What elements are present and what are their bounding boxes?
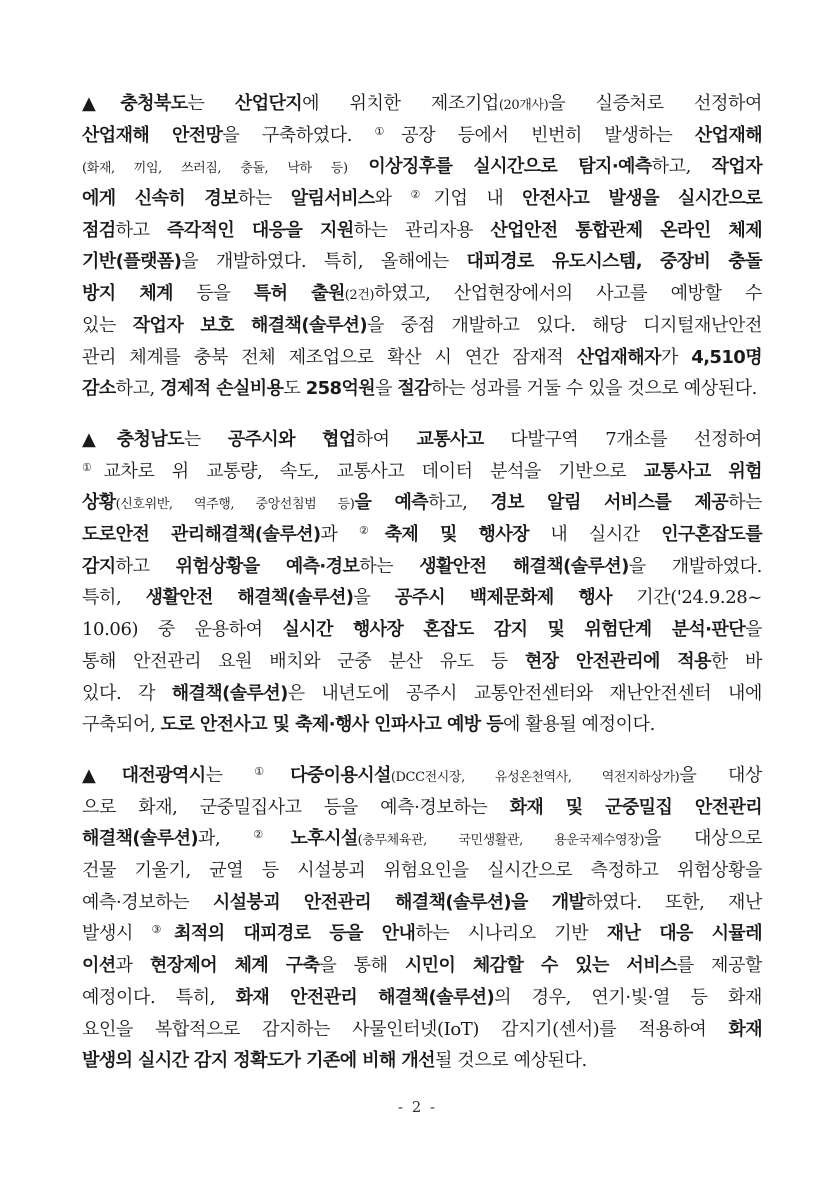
bold-text: 교통사고 위험 [643,460,762,482]
text-line [82,614,762,646]
text-run: 발생시 [82,923,152,945]
small-text: (DCC전시장, 유성온천역사, 역전지하상가) [390,770,680,785]
bold-text: 방지 체계 [82,283,173,305]
text-run: 을 대상 [679,765,763,786]
circled-number: ③ [151,923,175,937]
text-run: 관리 체계를 충북 전체 제조업으로 확산 시 연간 잠재적 [82,346,577,368]
paragraph-chungnam [82,424,762,741]
bold-text: 현장제어 체계 구축 [149,955,320,977]
text-run: 내 실시간 [528,524,662,546]
bold-text: 시민이 체감할 수 있는 서비스 [404,955,677,977]
text-run: 있는 [82,314,133,336]
text-run: 하는 성과를 거둘 수 있을 것으로 예상된다. [430,378,757,400]
text-line [82,342,762,374]
text-run: 의 경우, 연기·빛·열 등 화재 [494,986,763,1008]
text-line [82,373,762,405]
text-run: 하는 [237,188,291,210]
text-line [82,88,762,120]
text-run: 구축되어, [82,714,161,736]
bold-text: 교통사고 [416,429,484,450]
bold-text: 작업자 [711,156,762,178]
bold-text: 감지 [82,555,116,577]
text-run: 하고, [428,492,491,514]
text-line [82,519,762,551]
bold-text: 4,510명 [691,346,762,368]
bold-text: 화재 [728,1018,762,1040]
circled-number: ② [358,524,385,538]
text-run: 기업 내 [433,188,523,210]
bold-text: 다중이용시설 [290,765,391,786]
text-line [82,183,762,215]
text-line [82,678,762,710]
text-line [82,823,762,855]
text-line [82,424,762,456]
bold-text: 특허 출원 [253,283,345,305]
text-run: 10.06) 중 운용하여 [82,619,283,641]
text-line [82,246,762,278]
text-run: 하고, [115,378,161,400]
text-run: 을 구축하였다. [222,124,375,146]
text-line [82,1045,762,1077]
bold-text: 현장 안전관리에 적용 [524,650,711,672]
bold-text: 해결책(솔루션) [82,828,198,850]
text-run: 될 것으로 예상된다. [434,1050,587,1072]
text-run: 기간('24.9.28~ [611,587,762,609]
text-run: 한 바 [710,650,762,672]
text-run: 도 [283,378,306,400]
bold-text: 절감 [397,378,431,400]
bold-text: 안전사고 발생을 실시간으로 [522,188,762,210]
text-run: 을 개발하였다. 특히, 올해에는 [181,251,467,273]
text-line [82,855,762,887]
text-line [82,456,762,488]
bold-text: 알림서비스 [290,188,375,210]
text-run: 으로 화재, 군중밀집사고 등을 예측·경보하는 [82,796,510,818]
paragraph-chungbuk [82,88,762,405]
text-line [82,120,762,152]
circled-number: ② [253,828,291,842]
text-line [82,151,762,183]
bold-text: ▲충청북도 [82,93,188,114]
text-line [82,709,762,741]
bold-text: 즉각적인 대응을 지원 [166,219,354,241]
text-run: 하였고, 산업현장에서의 사고를 예방할 수 [374,283,762,305]
text-run: 건물 기울기, 균열 등 시설붕괴 위험요인을 실시간으로 측정하고 위험상황을 [82,860,762,882]
text-run: 는 [187,93,235,114]
bold-text: 258억원 [305,378,376,400]
bold-text: 에게 신속히 경보 [82,188,238,210]
small-text: (20개사) [498,98,549,113]
text-run: 을 [745,619,762,641]
text-line [82,887,762,919]
text-line [82,310,762,342]
text-run: 특히, [82,587,146,609]
page-number: - 2 - [397,1098,438,1116]
text-run: 는 [205,765,255,786]
text-run: 를 제공할 [676,955,762,977]
text-run: 을 대상으로 [644,828,762,850]
bold-text: 실시간 행사장 혼잡도 감지 및 위험단계 분석·판단 [282,619,745,641]
text-run: 과, [197,828,254,850]
text-run: 을 [353,587,395,609]
small-text: (신호위반, 역주행, 중앙선침범 등) [115,497,355,513]
text-run: 을 [375,378,398,400]
bold-text: 도로안전 관리해결책(솔루션) [82,524,321,546]
text-run: 에 활용될 예정이다. [503,714,655,736]
text-run: 교차로 위 교통량, 속도, 교통사고 데이터 분석을 기반으로 [103,460,644,482]
circled-number: ② [410,188,434,202]
text-line [82,760,762,792]
circled-number: ① [82,460,104,474]
text-run: 하는 시나리오 기반 [415,923,607,945]
bold-text: 공주시 백제문화제 행사 [394,587,612,609]
bold-text: 화재 안전관리 해결책(솔루션) [235,986,495,1008]
text-run: 하고 [115,555,176,577]
text-run: 에 위치한 제조기업 [302,93,499,114]
text-line [82,950,762,982]
text-run: 등을 [172,283,254,305]
bold-text: 기반(플랫폼) [82,251,182,273]
small-text: (화재, 끼임, 쓰러짐, 충돌, 낙하 등) [82,161,348,177]
bold-text: 대피경로 유도시스템, 중장비 충돌 [466,251,762,273]
text-run: 하는 [728,492,763,514]
bold-text: 산업재해자 [576,346,661,368]
bold-text: 생활안전 해결책(솔루션) [419,555,629,577]
bold-text: 경보 알림 서비스를 제공 [490,492,729,514]
text-run: 예정이다. 특히, [82,986,236,1008]
bold-text: 상황 [82,492,116,514]
text-line [82,1014,762,1046]
circled-number: ① [254,765,291,778]
bold-text: 도로 안전사고 및 축제·행사 인파사고 예방 등 [160,714,504,736]
text-run: 는 [183,429,228,450]
bold-text: 최적의 대피경로 등을 안내 [174,923,416,945]
text-run: 있다. 각 [82,682,172,704]
text-run: 을 개발하였다. [628,555,762,577]
bold-text: 공주시와 협업 [227,429,356,450]
text-run: 을 통해 [319,955,405,977]
bold-text: 을 예측 [354,492,429,514]
text-run: 와 [374,188,411,210]
text-line [82,982,762,1014]
bold-text: 화재 및 군중밀집 안전관리 [509,796,762,818]
text-run [348,156,369,177]
bold-text: 인구혼잡도를 [661,524,762,546]
text-run: 공장 등에서 빈번히 발생하는 [401,124,695,146]
small-text: (충무체육관, 국민생활관, 용운국제수영장) [357,833,645,849]
text-run: 을 실증처로 선정하여 [548,93,762,114]
text-line [82,646,762,678]
bold-text: 산업단지 [234,93,303,114]
text-run: 통해 안전관리 요원 배치와 군중 분산 유도 등 [82,650,525,672]
text-run: 과 [115,955,150,977]
text-run: 하고 [115,219,167,241]
bold-text: 위험상황을 예측·경보 [175,555,360,577]
bold-text: 노후시설 [290,828,358,850]
bold-text: 점검 [82,219,116,241]
bold-text: 감소 [82,378,116,400]
bold-text: ▲충청남도 [82,429,184,450]
bold-text: 축제 및 행사장 [384,524,529,546]
text-run: 예측·경보하는 [82,891,213,913]
text-line [82,551,762,583]
text-line [82,792,762,824]
text-line [82,215,762,247]
circled-number: ① [374,124,402,138]
bold-text: 산업안전 통합관제 온라인 체제 [490,219,762,241]
bold-text: ▲대전광역시 [82,765,206,786]
bold-text: 생활안전 해결책(솔루션) [145,587,354,609]
text-run: 요인을 복합적으로 감지하는 사물인터넷(IoT) 감지기(센서)를 적용하여 [82,1018,729,1040]
text-run: 하였다. 또한, 재난 [585,891,763,913]
bold-text: 작업자 보호 해결책(솔루션) [132,314,367,336]
text-line [82,582,762,614]
text-line [82,918,762,950]
bold-text: 해결책(솔루션) [171,682,288,704]
bold-text: 산업재해 [694,124,762,146]
text-run: 하는 관리자용 [353,219,491,241]
text-run: 하는 [359,555,420,577]
text-run: 가 [660,346,692,368]
bold-text: 산업재해 안전망 [82,124,223,146]
bold-text: 이션 [82,955,116,977]
small-text: (2건) [344,288,375,304]
text-run: 을 중점 개발하고 있다. 해당 디지털재난안전 [366,314,762,336]
text-run: 은 내년도에 공주시 교통안전센터와 재난안전센터 내에 [287,682,762,704]
bold-text: 이상징후를 실시간으로 탐지·예측 [368,156,652,178]
text-run: 하고, [651,156,712,178]
bold-text: 재난 대응 시뮬레 [606,923,762,945]
text-line [82,487,762,519]
paragraph-daejeon [82,760,762,1077]
bold-text: 시설붕괴 안전관리 해결책(솔루션)을 개발 [212,891,586,913]
text-run: 과 [320,524,359,546]
bold-text: 발생의 실시간 감지 정확도가 기존에 비해 개선 [82,1050,435,1072]
text-run: 하여 [355,429,417,450]
text-line [82,278,762,310]
text-run: 다발구역 7개소를 선정하여 [483,429,762,450]
bold-text: 경제적 손실비용 [160,378,284,400]
